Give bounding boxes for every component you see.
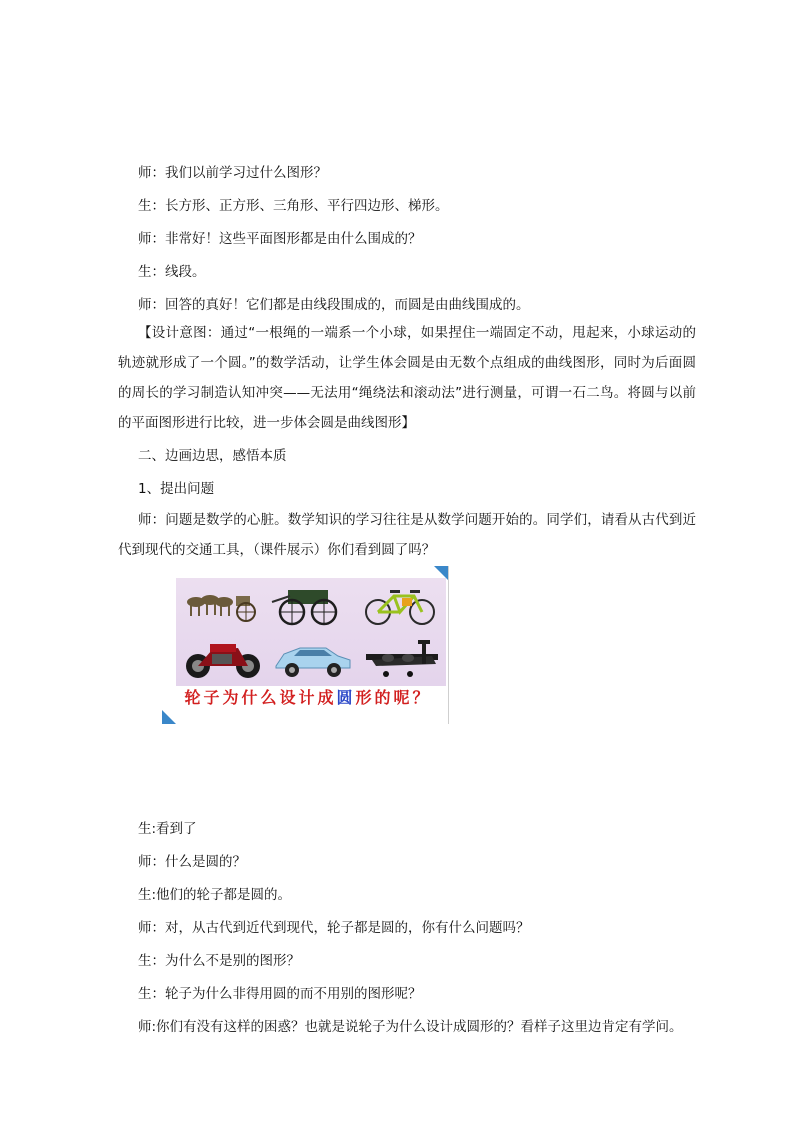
dialogue-line: 生：为什么不是别的图形？ bbox=[138, 953, 300, 969]
design-intent-paragraph: 【设计意图：通过“一根绳的一端系一个小球，如果捏住一端固定不动，甩起来，小球运动的轨迹就形成了一个圆。”的数学活动，让学生体会圆是由无数个点组成的曲线图形，同时为后面圆的周长的学习制造认知冲突——无法用“绳绕法和滚动法”进行测量，可谓一石二鸟。将圆与以前的平面图形进行比较，进一步体会圆是曲线图形】 bbox=[118, 325, 696, 431]
vehicles-slide-image bbox=[162, 566, 449, 724]
dialogue-line: 生：轮子为什么非得用圆的而不用别的图形呢？ bbox=[138, 986, 422, 1002]
dialogue-line: 生：线段。 bbox=[138, 264, 206, 280]
slide-caption: 轮子为什么设计成圆形的呢？ bbox=[184, 688, 432, 707]
dialogue-line: 生:看到了 bbox=[138, 821, 197, 837]
chariot-icon bbox=[182, 584, 262, 628]
section-heading: 二、边画边思，感悟本质 bbox=[138, 448, 287, 464]
dialogue-line: 师：我们以前学习过什么图形？ bbox=[138, 165, 327, 181]
car-icon bbox=[270, 640, 354, 680]
dialogue-line: 师：什么是圆的？ bbox=[138, 854, 246, 870]
subsection-heading: 1、提出问题 bbox=[138, 481, 215, 497]
dialogue-line: 师：对，从古代到近代到现代，轮子都是圆的，你有什么问题吗？ bbox=[138, 920, 530, 936]
slide-corner-decoration bbox=[434, 566, 448, 580]
motorcycle-icon bbox=[182, 636, 266, 682]
airplane-icon bbox=[362, 634, 442, 682]
dialogue-line: 生：长方形、正方形、三角形、平行四边形、梯形。 bbox=[138, 198, 449, 214]
dialogue-line: 师：非常好！这些平面图形都是由什么围成的？ bbox=[138, 231, 422, 247]
dialogue-line: 师：回答的真好！它们都是由线段围成的，而圆是由曲线围成的。 bbox=[138, 297, 530, 313]
question-paragraph: 师：问题是数学的心脏。数学知识的学习往往是从数学问题开始的。同学们，请看从古代到近代到现代的交通工具，（课件展示）你们看到圆了吗？ bbox=[118, 512, 696, 558]
vehicles-panel bbox=[176, 578, 446, 686]
cart-icon bbox=[268, 582, 348, 628]
dialogue-line: 生:他们的轮子都是圆的。 bbox=[138, 887, 292, 903]
bicycle-icon bbox=[360, 582, 440, 628]
dialogue-line: 师:你们有没有这样的困惑？也就是说轮子为什么设计成圆形的？看样子这里边肯定有学问。 bbox=[138, 1019, 683, 1035]
slide-corner-decoration bbox=[162, 710, 176, 724]
